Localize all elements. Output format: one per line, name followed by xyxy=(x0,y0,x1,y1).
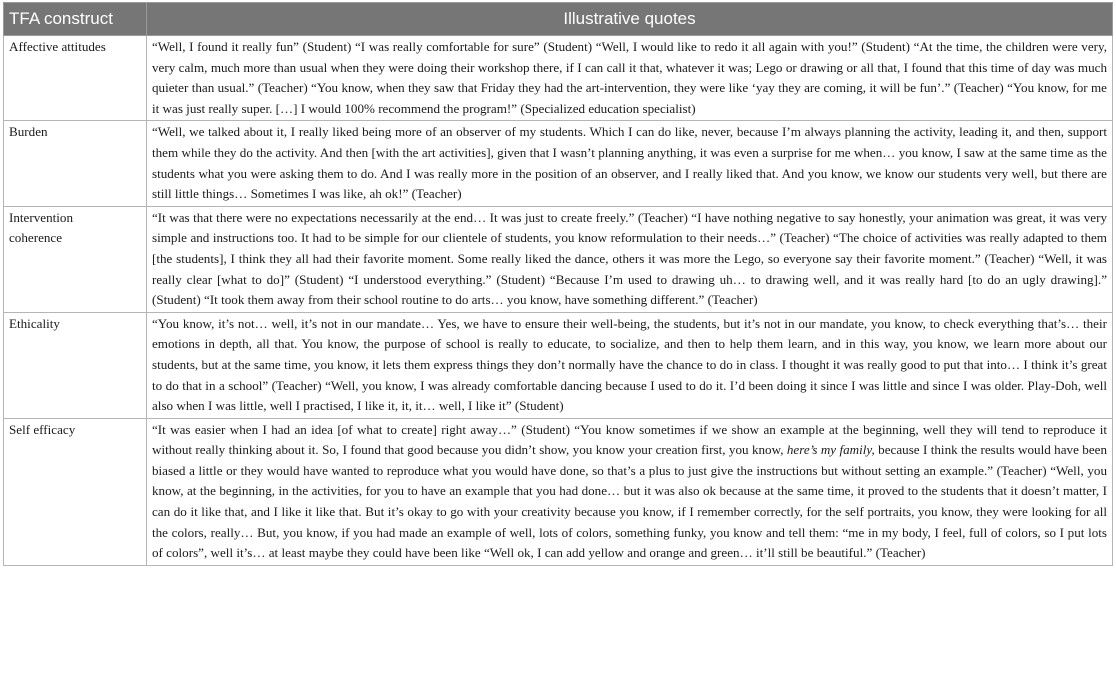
table-row-self-efficacy xyxy=(4,418,1113,565)
construct-cell: Ethicality xyxy=(4,312,147,418)
table-row-burden xyxy=(4,121,1113,206)
table-row-intervention-coherence xyxy=(4,206,1113,312)
construct-line-1: Intervention xyxy=(9,209,73,225)
quote-cell: “You know, it’s not… well, it’s not in our mandate… Yes, we have to ensure their well-being, the students, but it’s not in our mandate, you know, to check everything that’s… their emotions in depth, all that. You know, the purpose of school is really to educate, to socialize, and then to help them learn, and in this way, you know, we learn more about our students, but at the same time, you know, it lets them express things they don’t normally have the chance to do in class. I thought it was really good to put that into… I think it’s great to do that in a school” (Teacher) “Well, you know, I was already comfortable dancing because I used to do it. I’d been doing it since I was little and since I was older. Play-Doh, well also when I was little, well I practised, I like it, it, it… well, I like it” (Student) xyxy=(147,312,1113,418)
table-row-affective-attitudes xyxy=(4,36,1113,121)
construct-cell: Burden xyxy=(4,121,147,206)
quote-cell: “Well, I found it really fun” (Student) “I was really comfortable for sure” (Student) “Well, I would like to redo it all again with you!” (Student) “At the time, the children were very, very calm, much more than usual when they were doing their workshop there, if I can call it that, whatever it was; Lego or drawing or all that, I found that this time of day was much quieter than usual.” (Teacher) “You know, when they saw that Friday they had the art-intervention, they were like ‘yay they are coming, it will be fun’.” (Teacher) “You know, for me it was just really super. […] I would 100% recommend the program!” (Specialized education specialist) xyxy=(147,36,1113,121)
construct-cell: Affective attitudes xyxy=(4,36,147,121)
construct-cell xyxy=(4,206,147,312)
table-row-ethicality xyxy=(4,312,1113,418)
header-row xyxy=(4,3,1113,36)
header-illustrative-quotes: Illustrative quotes xyxy=(147,3,1113,36)
construct-cell: Self efficacy xyxy=(4,418,147,565)
quote-cell xyxy=(147,418,1113,565)
construct-line-2: coherence xyxy=(9,230,63,246)
header-tfa-construct: TFA construct xyxy=(4,3,147,36)
quote-cell: “It was that there were no expectations necessarily at the end… It was just to create freely.” (Teacher) “I have nothing negative to say honestly, your animation was great, it was very simple and instructions too. It had to be simple for our clientele of students, you know reformulation to their needs…” (Teacher) “The choice of activities was really adapted to them [the students], I think they all had their favorite moment. Some really liked the dance, others it was more the Lego, so everyone say their favorite moment.” (Teacher) “Well, it was really clear [what to do]” (Student) “I understood everything.” (Student) “Because I’m used to drawing uh… to drawing well, and it was really hard [to do an ugly drawing].” (Student) “It took them away from their school routine to do arts… you know, have something different.” (Teacher) xyxy=(147,206,1113,312)
quote-text-part-2: because I think the results would have been biased a little or they would have wanted to reproduce what you would have done, so that’s a plus to just give the instructions but without setting an example.” (Teacher) “Well, you know, at the beginning, in the activities, for you to have an example that you had done… but it was also ok because at the same time, it proved to the students that it doesn’t matter, I can do it like that, and I like it like that. But it’s okay to go with your creativity because you know, if I remember correctly, for the self portraits, you know, they were looking for all the colors, really… But, you know, if you had made an example of well, lots of colors, something funky, you know and tell them: “me in my body, I feel, full of colors, so I put lots of colors”, well it’s… at least maybe they could have been like “Well ok, I can add yellow and orange and green… it’ll still be beautiful.” (Teacher) xyxy=(152,442,1107,561)
quote-italic-phrase: here’s my family, xyxy=(786,442,875,458)
quote-cell: “Well, we talked about it, I really liked being more of an observer of my students. Which I can do like, never, because I’m always planning the activity, leading it, and then, support them while they do the activity. And then [with the art activities], given that I wasn’t planning anything, it was even a surprise for me when… you know, I saw at the same time as the students what you were asking them to do. And I was really more in the position of an observer, and I really liked that. And you know, we know our students very well, but there are still little things… Sometimes I was like, ah ok!” (Teacher) xyxy=(147,121,1113,206)
quote-text-part-1: “It was easier when I had an idea [of what to create] right away…” (Student) “You know sometimes if we show an example at the beginning, well they will tend to reproduce it without really thinking about it. So, I found that good because you didn’t show, you know your creation first, you know, xyxy=(152,421,1107,458)
tfa-quotes-table xyxy=(3,2,1113,566)
